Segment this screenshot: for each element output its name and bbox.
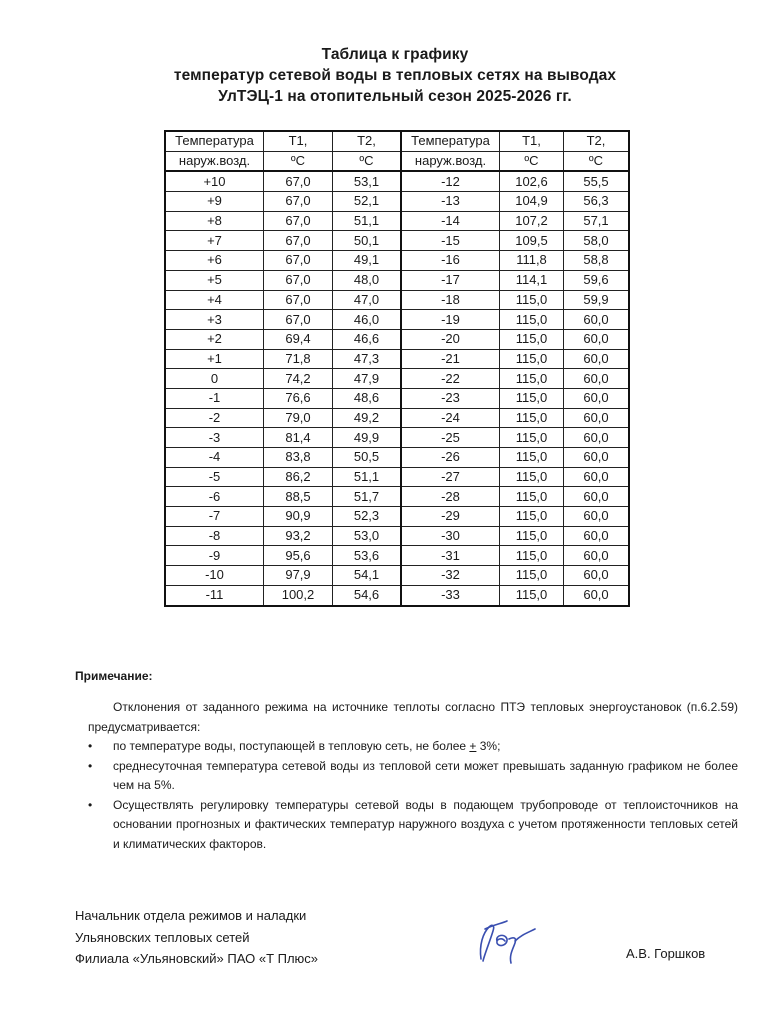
table-cell: 47,0: [333, 290, 402, 310]
table-cell: -11: [165, 585, 264, 605]
table-cell: -21: [401, 349, 500, 369]
table-row: [165, 526, 629, 546]
table-row: [165, 369, 629, 389]
table-cell: 52,3: [333, 507, 402, 527]
header-cell: ºС: [564, 151, 630, 171]
table-header-row-1: [165, 131, 629, 151]
table-row: [165, 171, 629, 191]
table-cell: 67,0: [264, 211, 333, 231]
note-item: • среднесуточная температура сетевой воды из тепловой сети может превышать заданную графиком не более чем на 5%.: [88, 758, 738, 792]
table-cell: 58,0: [564, 231, 630, 251]
table-cell: -32: [401, 566, 500, 586]
note-intro: Отклонения от заданного режима на источнике теплоты согласно ПТЭ тепловых энергоустановок (п.6.2.59) предусматривается:: [88, 700, 738, 734]
table-cell: -12: [401, 171, 500, 191]
table-cell: +9: [165, 192, 264, 212]
table-cell: 79,0: [264, 408, 333, 428]
table-cell: 49,1: [333, 251, 402, 271]
table-cell: -9: [165, 546, 264, 566]
table-row: [165, 211, 629, 231]
table-cell: 60,0: [564, 546, 630, 566]
table-cell: 76,6: [264, 388, 333, 408]
table-cell: 51,7: [333, 487, 402, 507]
table-cell: 57,1: [564, 211, 630, 231]
position-line: Филиала «Ульяновский» ПАО «Т Плюс»: [75, 951, 319, 966]
table-cell: -24: [401, 408, 500, 428]
table-cell: 54,6: [333, 585, 402, 605]
position-line: Начальник отдела режимов и наладки: [75, 908, 307, 923]
table-cell: -13: [401, 192, 500, 212]
header-cell: Т1,: [500, 131, 564, 151]
table-cell: 60,0: [564, 349, 630, 369]
note-list: [88, 737, 738, 854]
table-cell: -7: [165, 507, 264, 527]
table-cell: 104,9: [500, 192, 564, 212]
table-cell: 51,1: [333, 467, 402, 487]
note-item: • Осуществлять регулировку температуры сетевой воды в подающем трубопроводе от теплоисточников на основании прогнозных и фактических температур наружного воздуха с учетом протяженности тепловых сетей и климатических факторов.: [88, 797, 738, 851]
table-cell: 115,0: [500, 546, 564, 566]
table-cell: 47,3: [333, 349, 402, 369]
table-cell: -26: [401, 448, 500, 468]
table-cell: 115,0: [500, 388, 564, 408]
header-cell: ºС: [264, 151, 333, 171]
table-row: [165, 251, 629, 271]
table-cell: 115,0: [500, 566, 564, 586]
table-cell: -1: [165, 388, 264, 408]
table-cell: 88,5: [264, 487, 333, 507]
bullet-icon: •: [88, 739, 93, 753]
table-cell: -8: [165, 526, 264, 546]
table-cell: 67,0: [264, 171, 333, 191]
header-cell: Т2,: [333, 131, 402, 151]
table-row: [165, 566, 629, 586]
plus-minus-sign: +: [469, 739, 477, 753]
table-row: [165, 467, 629, 487]
header-cell: ºС: [500, 151, 564, 171]
table-cell: 115,0: [500, 349, 564, 369]
table-cell: -19: [401, 310, 500, 330]
table-cell: -10: [165, 566, 264, 586]
table-cell: -25: [401, 428, 500, 448]
table-cell: 60,0: [564, 585, 630, 605]
table-cell: -28: [401, 487, 500, 507]
table-row: [165, 231, 629, 251]
table-cell: 111,8: [500, 251, 564, 271]
table-cell: 60,0: [564, 388, 630, 408]
table-cell: -3: [165, 428, 264, 448]
header-cell: Температура: [401, 131, 500, 151]
table-cell: -20: [401, 329, 500, 349]
table-cell: 53,0: [333, 526, 402, 546]
table-cell: 59,6: [564, 270, 630, 290]
header-cell: Т1,: [264, 131, 333, 151]
table-cell: 60,0: [564, 310, 630, 330]
title-line-1: Таблица к графику: [321, 46, 469, 63]
table-cell: 95,6: [264, 546, 333, 566]
table-cell: -27: [401, 467, 500, 487]
table-cell: 60,0: [564, 566, 630, 586]
table-cell: -5: [165, 467, 264, 487]
table-row: [165, 448, 629, 468]
header-cell: наруж.возд.: [165, 151, 264, 171]
table-cell: -17: [401, 270, 500, 290]
table-cell: 54,1: [333, 566, 402, 586]
table-cell: 115,0: [500, 585, 564, 605]
table-cell: 49,2: [333, 408, 402, 428]
table-cell: +1: [165, 349, 264, 369]
table-cell: 55,5: [564, 171, 630, 191]
table-row: [165, 349, 629, 369]
table-row: [165, 546, 629, 566]
table-cell: 0: [165, 369, 264, 389]
table-cell: 50,1: [333, 231, 402, 251]
table-cell: 69,4: [264, 329, 333, 349]
table-cell: +4: [165, 290, 264, 310]
document-title: [0, 44, 770, 107]
table-cell: 67,0: [264, 310, 333, 330]
table-cell: 53,6: [333, 546, 402, 566]
header-cell: Т2,: [564, 131, 630, 151]
table-cell: +10: [165, 171, 264, 191]
table-cell: 50,5: [333, 448, 402, 468]
table-cell: 51,1: [333, 211, 402, 231]
table-row: [165, 428, 629, 448]
table-cell: 115,0: [500, 310, 564, 330]
position-line: Ульяновских тепловых сетей: [75, 929, 250, 945]
table-row: [165, 310, 629, 330]
table-cell: 60,0: [564, 428, 630, 448]
handwritten-signature-icon: [475, 915, 545, 967]
table-cell: 60,0: [564, 507, 630, 527]
table-cell: -22: [401, 369, 500, 389]
table-cell: +6: [165, 251, 264, 271]
table-cell: -30: [401, 526, 500, 546]
table-row: [165, 487, 629, 507]
table-cell: 60,0: [564, 487, 630, 507]
table-cell: 67,0: [264, 251, 333, 271]
table-cell: -16: [401, 251, 500, 271]
table-cell: 60,0: [564, 467, 630, 487]
note-block: [88, 698, 738, 854]
table-cell: 102,6: [500, 171, 564, 191]
table-cell: 56,3: [564, 192, 630, 212]
table-cell: -4: [165, 448, 264, 468]
table-cell: 67,0: [264, 192, 333, 212]
table-cell: 109,5: [500, 231, 564, 251]
table-cell: 97,9: [264, 566, 333, 586]
table-cell: 93,2: [264, 526, 333, 546]
table-cell: 115,0: [500, 369, 564, 389]
bullet-icon: •: [88, 758, 93, 773]
table-cell: +2: [165, 329, 264, 349]
table-cell: 46,6: [333, 329, 402, 349]
header-cell: наруж.возд.: [401, 151, 500, 171]
table-cell: 71,8: [264, 349, 333, 369]
table-cell: 115,0: [500, 408, 564, 428]
table-cell: -33: [401, 585, 500, 605]
table-cell: 67,0: [264, 290, 333, 310]
table-row: [165, 408, 629, 428]
signatory-position: [75, 905, 318, 970]
table-cell: 107,2: [500, 211, 564, 231]
table-cell: 46,0: [333, 310, 402, 330]
table-cell: 48,0: [333, 270, 402, 290]
note-item: • по температуре воды, поступающей в тепловую сеть, не более + 3%;: [88, 737, 738, 757]
table-cell: 60,0: [564, 369, 630, 389]
table-cell: +5: [165, 270, 264, 290]
title-line-2: температур сетевой воды в тепловых сетях на выводах: [173, 67, 617, 84]
table-header-row-2: [165, 151, 629, 171]
table-cell: 81,4: [264, 428, 333, 448]
table-cell: +3: [165, 310, 264, 330]
table-cell: 115,0: [500, 487, 564, 507]
table-cell: 90,9: [264, 507, 333, 527]
table-cell: 115,0: [500, 467, 564, 487]
table-cell: -6: [165, 487, 264, 507]
bullet-icon: •: [88, 797, 93, 812]
table-cell: -14: [401, 211, 500, 231]
table-row: [165, 270, 629, 290]
table-cell: -31: [401, 546, 500, 566]
table-cell: -18: [401, 290, 500, 310]
table-cell: 115,0: [500, 448, 564, 468]
table-cell: 115,0: [500, 507, 564, 527]
table-cell: 60,0: [564, 448, 630, 468]
table-cell: 115,0: [500, 290, 564, 310]
table-cell: 49,9: [333, 428, 402, 448]
table-cell: 114,1: [500, 270, 564, 290]
table-cell: 67,0: [264, 231, 333, 251]
table-cell: 100,2: [264, 585, 333, 605]
table-cell: 115,0: [500, 329, 564, 349]
table-cell: 53,1: [333, 171, 402, 191]
title-line-3: УлТЭЦ-1 на отопительный сезон 2025-2026 гг.: [218, 88, 572, 105]
note-label: Примечание:: [75, 669, 153, 683]
table-row: [165, 192, 629, 212]
table-cell: 60,0: [564, 526, 630, 546]
header-cell: ºС: [333, 151, 402, 171]
table-cell: 60,0: [564, 329, 630, 349]
table-cell: 86,2: [264, 467, 333, 487]
table-row: [165, 329, 629, 349]
table-row: [165, 290, 629, 310]
table-cell: 115,0: [500, 428, 564, 448]
table-cell: 83,8: [264, 448, 333, 468]
table-cell: 74,2: [264, 369, 333, 389]
table-cell: 52,1: [333, 192, 402, 212]
table-cell: 47,9: [333, 369, 402, 389]
table-row: [165, 388, 629, 408]
table-row: [165, 507, 629, 527]
table-cell: 58,8: [564, 251, 630, 271]
table-cell: 48,6: [333, 388, 402, 408]
table-cell: 60,0: [564, 408, 630, 428]
table-cell: -15: [401, 231, 500, 251]
table-cell: +8: [165, 211, 264, 231]
header-cell: Температура: [165, 131, 264, 151]
table-cell: +7: [165, 231, 264, 251]
table-cell: -29: [401, 507, 500, 527]
table-cell: 115,0: [500, 526, 564, 546]
table-cell: -2: [165, 408, 264, 428]
signer-name: А.В. Горшков: [626, 946, 706, 961]
temperature-table: [164, 130, 630, 607]
table-cell: 59,9: [564, 290, 630, 310]
table-cell: 67,0: [264, 270, 333, 290]
table-cell: -23: [401, 388, 500, 408]
table-row: [165, 585, 629, 605]
